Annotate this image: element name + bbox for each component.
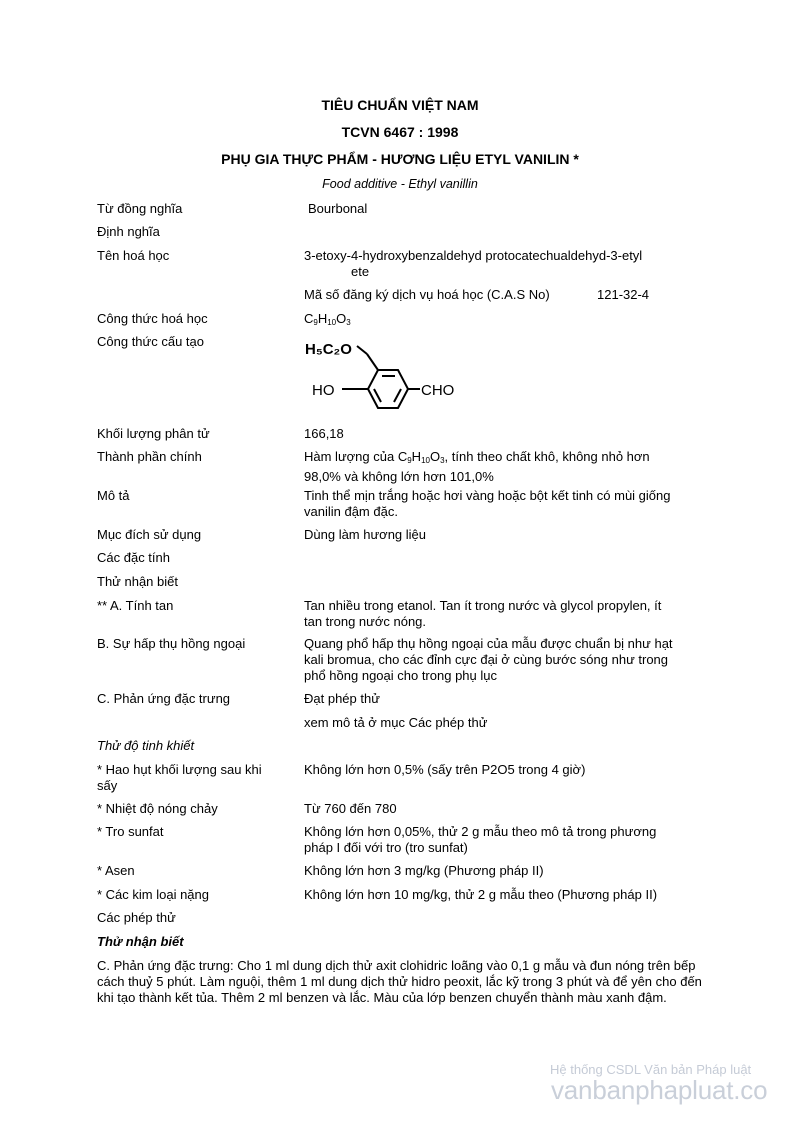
properties-label: Các đặc tính (97, 550, 170, 565)
main-component-label: Thành phần chính (97, 449, 202, 464)
heavy-metals-label: * Các kim loại nặng (97, 887, 209, 902)
loss-on-drying-label: * Hao hụt khối lượng sau khi sấy (97, 762, 262, 793)
description-label: Mô tả (97, 488, 130, 503)
hydroxy-group-label: HO (312, 382, 335, 399)
molecular-weight-value: 166,18 (304, 426, 344, 441)
standard-number: TCVN 6467 : 1998 (341, 124, 459, 140)
synonym-label: Từ đồng nghĩa (97, 201, 183, 216)
sulfated-ash-label: * Tro sunfat (97, 824, 164, 839)
main-component-value: Hàm lượng của $C_9H_{10}O_3$, tính theo chất khô, không nhỏ hơn 98,0% và không lớn hơn 101,0% (304, 449, 650, 484)
purity-label: Thử độ tinh khiết (97, 738, 195, 753)
usage-value: Dùng làm hương liệu (304, 527, 427, 542)
structural-formula-diagram (300, 334, 470, 416)
document-heading: TIÊU CHUẨN VIỆT NAM (321, 97, 479, 113)
synonym-value: Bourbonal (308, 201, 368, 216)
tests-label: Các phép thử (97, 910, 176, 925)
formula-value: $C_9H_{10}O_3$ (304, 311, 351, 327)
loss-on-drying-value: Không lớn hơn 0,5% (sấy trên P2O5 trong 4 giờ) (304, 762, 586, 777)
reaction-note: xem mô tả ở mục Các phép thử (304, 715, 488, 730)
watermark-caption: Hệ thống CSDL Văn bản Pháp luật (550, 1062, 752, 1077)
structure-label: Công thức cấu tạo (97, 334, 204, 349)
melting-point-value: Từ 760 đến 780 (304, 801, 397, 816)
description-value: Tinh thể mịn trắng hoặc hơi vàng hoặc bột kết tinh có mùi giống vanilin đậm đặc. (304, 488, 671, 519)
sulfated-ash-value: Không lớn hơn 0,05%, thử 2 g mẫu theo mô tả trong phương pháp I đối với tro (tro sunfat) (304, 824, 657, 855)
arsenic-label: * Asen (97, 863, 135, 878)
formula-label: Công thức hoá học (97, 311, 208, 326)
arsenic-value: Không lớn hơn 3 mg/kg (Phương pháp II) (304, 863, 544, 878)
watermark-site: vanbanphapluat.co (551, 1075, 768, 1105)
cas-label: Mã số đăng ký dịch vụ hoá học (C.A.S No) (304, 287, 550, 302)
cas-value: 121-32-4 (597, 287, 650, 302)
chemical-name-line-2: ete (351, 264, 370, 279)
reaction-value: Đạt phép thử (304, 691, 380, 706)
solubility-label: ** A. Tính tan (97, 598, 174, 613)
chemical-name-label: Tên hoá học (97, 248, 170, 263)
solubility-value: Tan nhiều trong etanol. Tan ít trong nước và glycol propylen, ít tan trong nước nóng. (304, 598, 662, 629)
infrared-value: Quang phổ hấp thụ hồng ngoại của mẫu được chuẩn bị như hạt kali bromua, cho các đỉnh cực đại ở cùng bước sóng như trong phổ hồng ngoại cho trong phụ lục (304, 636, 673, 683)
usage-label: Mục đích sử dụng (97, 527, 202, 542)
heavy-metals-value: Không lớn hơn 10 mg/kg, thử 2 g mẫu theo (Phương pháp II) (304, 887, 658, 902)
cas-row (304, 287, 684, 302)
chemical-name-value (304, 248, 684, 280)
chemical-name-line-1: 3-etoxy-4-hydroxybenzaldehyd protocatechualdehyd-3-etyl (304, 248, 643, 263)
melting-point-label: * Nhiệt độ nóng chảy (97, 801, 218, 816)
molecular-weight-label: Khối lượng phân tử (97, 426, 210, 441)
identification-heading: Thử nhận biết (97, 934, 184, 949)
infrared-label: B. Sự hấp thụ hồng ngoại (97, 636, 246, 651)
aldehyde-group-label: CHO (421, 382, 455, 399)
english-title: Food additive - Ethyl vanillin (322, 177, 478, 191)
reaction-label: C. Phản ứng đặc trưng (97, 691, 231, 706)
reaction-test-paragraph: C. Phản ứng đặc trưng: Cho 1 ml dung dịch thử axit clohidric loãng vào 0,1 g mẫu và đun nóng trên bếp cách thuỷ 5 phút. Làm nguội, thêm 1 ml dung dịch thử hidro peoxit, lắc kỹ trong 3 phút và để yên cho đến khi tạo thành kết tủa. Thêm 2 ml benzen và lắc. Màu của lớp benzen chuyển thành màu xanh đậm. (97, 958, 702, 1005)
ethoxy-group-label: H₅C₂O (305, 341, 352, 358)
definition-label: Định nghĩa (97, 224, 160, 239)
standard-title: PHỤ GIA THỰC PHẨM - HƯƠNG LIỆU ETYL VANILIN * (221, 151, 579, 167)
identification-label: Thử nhận biết (97, 574, 178, 589)
